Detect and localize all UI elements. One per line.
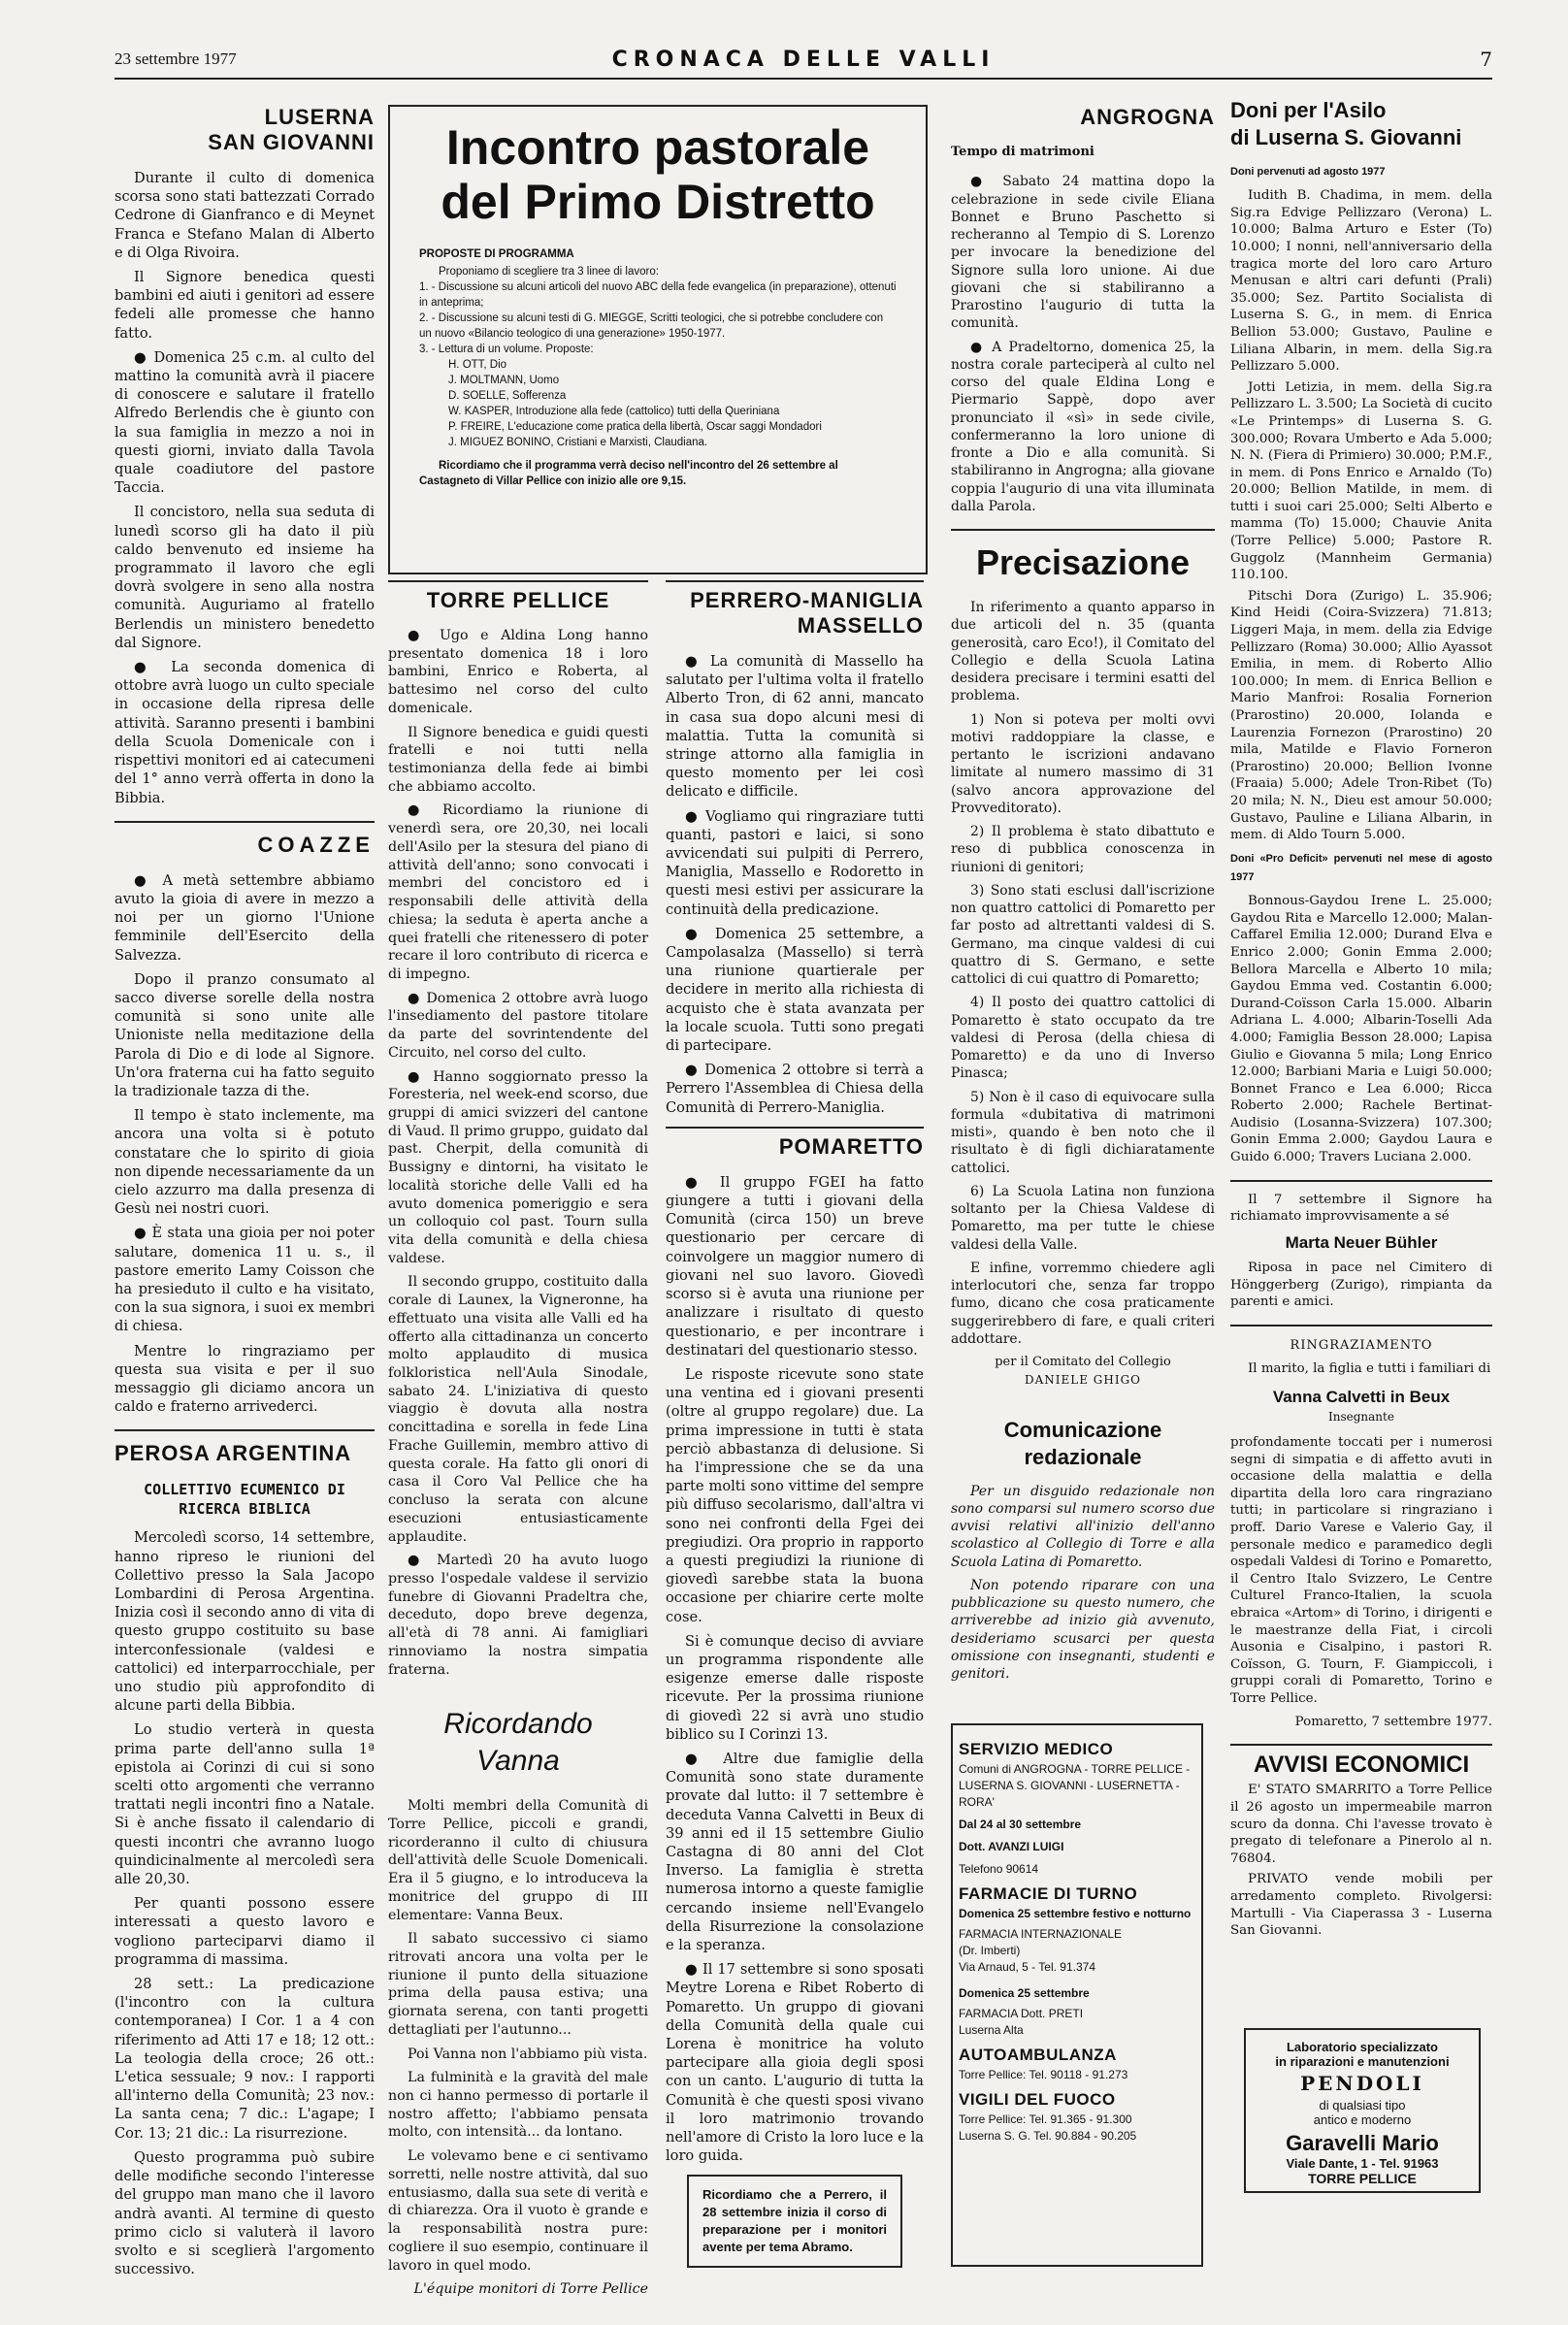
pomaretto-heading: POMARETTO (666, 1127, 924, 1160)
divider (1230, 1744, 1492, 1746)
incontro-subtitle: PROPOSTE DI PROGRAMMA (419, 248, 574, 260)
paragraph: Questo programma può subire delle modifiche secondo l'interesse del gruppo man mano che il lavoro andrà avanti. Al termine di questo primo ciclo si valuterà il lavoro svolto e si sceglierà l'argomento successivo. (114, 2148, 375, 2278)
incontro-item: 3. - Lettura di un volume. Proposte: (419, 344, 594, 355)
farmacie-title: FARMACIE DI TURNO (959, 1884, 1138, 1903)
divider (114, 1429, 375, 1431)
pro-deficit-list: Bonnous-Gaydou Irene L. 25.000; Gaydou Rita e Marcello 12.000; Malan-Caffarel Emilia 12.000; Durand Elva e Enrico 2.000; Gonin Emma 2.000; Bellora Marcella e Alberto 10 mila; Gaydou Emma ved. Costantin 6.000; Durand-Coïsson Carla 15.000. Albarin Adriana L. 4.000; Albarin-Toselli Ada 4.000; Famiglia Besson 28.000; Lapisa Giulio e Giovanna 5 mila; Long Enrico 12.000; Barbiani Maria e Luigi 50.000; Bonnet Franco e Lea 6.000; Ricca Roberto 2.000; Rachele Bertinat-Audisio (Losanna-Svizzera) 107.300; Gonin Emma 2.000; Gaydou Laura e Guido 6.000; Travers Luciana 2.000. (1230, 894, 1492, 1165)
advertisement: Laboratorio specializzato in riparazioni e manutenzioni PENDOLI di qualsiasi tipo antico e moderno Garavelli Mario Viale Dante, 1 - Tel. 91963 TORRE PELLICE (1244, 2028, 1481, 2193)
incontro-item: 1. - Discussione su alcuni articoli del nuovo ABC della fede evangelica (in preparazione), ottenuti in anteprima; (419, 281, 897, 309)
luserna-heading: LUSERNA SAN GIOVANNI (208, 105, 375, 154)
perrero-article (666, 652, 924, 1117)
ricordando-signature: L'équipe monitori di Torre Pellice (413, 2281, 648, 2298)
paragraph: 6) La Scuola Latina non funziona soltanto per la Chiesa Valdese di Pomaretto, ma per tutte le chiese valdesi della Valle. (951, 1183, 1215, 1253)
paragraph: ● Ricordiamo la riunione di venerdì sera, ore 20,30, nei locali dell'Asilo per la stesura del piano di attività dell'anno; sono convocati i membri del concistoro ed i responsabili delle attività della chiesa; la seduta è aperta anche a quei fratelli che ritenessero di poter recare il loro contributo di ricerca e di impegno. (388, 802, 648, 982)
incontro-intro: Proponiamo di scegliere tra 3 linee di lavoro: (439, 266, 659, 278)
paragraph: E infine, vorremmo chiedere agli interlocutori che, senza far troppo fumo, dicano che cosa praticamente suggerirebbero di fare, e quali criteri addottare. (951, 1260, 1215, 1347)
paragraph: ● Altre due famiglie della Comunità sono state duramente provate dal lutto: il 7 settembre è deceduta Vanna Calvetti in Beux di 39 anni ed il 15 settembre Giulio Castagna di 80 anni del Clot Inverso. La famiglia è stretta numerosa intorno a queste famiglie cercando insieme nell'Evangelo della Risurrezione la consolazione e la speranza. (666, 1750, 924, 1953)
paragraph: 5) Non è il caso di equivocare sulla formula «dubitativa di matrimoni misti», quando è ben noto che il risultato è di figli dichiaratamente cattolici. (951, 1089, 1215, 1176)
section-title: CRONACA DELLE VALLI (611, 47, 996, 72)
autoambulanza-title: AUTOAMBULANZA (959, 2046, 1117, 2064)
ricordiamo-box: Ricordiamo che a Perrero, il 28 settembre inizia il corso di preparazione per i monitori avente per tema Abramo. (687, 2175, 902, 2268)
avvisi-heading: AVVISI ECONOMICI (1253, 1752, 1470, 1779)
paragraph: Le risposte ricevute sono state una ventina ed i giovani presenti (oltre al gruppo regolare) due. La prima impressione in tutti è stata perciò abbastanza di delusione. Si ha l'impressione che se da una parte molti sono vittime del sempre più diffuso secolarismo, dall'altra vi sono nei confronti della Fgei dei pregiudizi. Ora proprio in rapporto a questi pregiudizi la riunione di giovedì sarebbe stata la buona occasione per chiarire certe molte cose. (666, 1365, 924, 1625)
angrogna-heading: ANGROGNA (1080, 105, 1215, 129)
paragraph: Il Signore benedica questi bambini ed aiuti i genitori ad essere fedeli alle promesse che hanno fatto. (114, 269, 375, 342)
torre-heading: TORRE PELLICE (388, 580, 648, 613)
vigili-title: VIGILI DEL FUOCO (959, 2090, 1116, 2109)
paragraph: ● Domenica 2 ottobre si terrà a Perrero l'Assemblea di Chiesa della Comunità di Perrero-Maniglia. (666, 1062, 924, 1116)
paragraph: ● La comunità di Massello ha salutato per l'ultima volta il fratello Alberto Tron, di 62 anni, mancato in casa sua dopo alcuni mesi di malattia. Tutta la comunità si stringe attorno alla famiglia in questo momento per lei così delicato e difficile. (666, 653, 924, 801)
paragraph: ● La seconda domenica di ottobre avrà luogo un culto speciale in occasione della ripresa delle attività. Saranno presenti i bambini della Scuola Domenicale con i rispettivi monitori ed ai catecumeni del 1° anno verrà offerta in dono la Bibbia. (114, 659, 375, 806)
paragraph: Non potendo riparare con una pubblicazione su questo numero, che arriverebbe ad inizio già avvenuto, desideriamo scusarci per questa omissione con insegnanti, studenti e genitori. (951, 1577, 1215, 1682)
doni-heading: Doni per l'Asilo di Luserna S. Giovanni (1230, 98, 1462, 149)
paragraph: Il tempo è stato inclemente, ma ancora una volta si è potuto constatare che lo spirito di gioia non dipende necessariamente da un cielo azzurro ma dalla presenza di Gesù nei nostri cuori. (114, 1107, 375, 1218)
paragraph: ● Domenica 25 c.m. al culto del mattino la comunità avrà il piacere di conoscere e salutare il fratello Alfredo Berlendis che è giunto con la sua famiglia in mezzo a noi in questi giorni, inviato dalla Tavola quale coadiutore del pastore Taccia. (114, 348, 375, 497)
paragraph: Lo studio verterà in questa prima parte dell'anno sulla 1ª epistola ai Corinzi di cui si sono scelti otto argomenti che verranno trattati negli incontri fino a Natale. Si è anche fissato il calendario di questi incontri che avranno luogo quindicinalmente al mercoledì sera alle 20,30. (114, 1721, 375, 1888)
paragraph: ● A metà settembre abbiamo avuto la gioia di avere in mezzo a noi per un giorno l'Unione femminile dell'Esercito della Salvezza. (114, 871, 375, 964)
incontro-item: 2. - Discussione su alcuni testi di G. MIEGGE, Scritti teologici, che si potrebbe concludere con un nuovo «Bilancio teologico di una generazione» 1950-1977. (419, 312, 884, 340)
paragraph: 2) Il problema è stato dibattuto e reso di pubblica conoscenza in riunioni di genitori; (951, 824, 1215, 875)
divider (1230, 1325, 1492, 1326)
precisazione-sign: per il Comitato del Collegio (995, 1355, 1171, 1369)
paragraph: Per un disguido redazionale non sono comparsi sul numero scorso due avvisi relativi all'inizio dell'anno scolastico al Collegio di Torre e alla Scuola Latina di Pomaretto. (951, 1483, 1215, 1570)
coazze-article (114, 871, 375, 1417)
paragraph: Mercoledì scorso, 14 settembre, hanno ripreso le riunioni del Collettivo presso la Sala Jacopo Lombardini di Perosa Argentina. Inizia così il secondo anno di vita di questo gruppo costituito su base interconfessionale (valdesi e cattolici) ed interparrocchiale, per uno studio più approfondito di alcune parti della Bibbia. (114, 1529, 375, 1715)
paragraph: ● Hanno soggiornato presso la Foresteria, nel week-end scorso, due gruppi di amici svizzeri del cantone di Vaud. Il primo gruppo, guidato dal past. Cherpit, della comunità di Bussigny e dintorni, ha visitato le località storiche delle Valli ed ha avuto domenica pomeriggio e sera un colloquio col past. Tourn sulla vita della comunità e della chiesa valdese. (388, 1068, 648, 1266)
paragraph: Durante il culto di domenica scorsa sono stati battezzati Corrado Cedrone di Gianfranco e di Meynet Franca e Stefano Malan di Alberto e di Olga Rivoira. (114, 170, 375, 261)
page-number: 7 (1480, 48, 1492, 71)
page-header (114, 41, 1492, 80)
paragraph: Dopo il pranzo consumato al sacco diverse sorelle della nostra comunità si sono unite alle Unioniste nella meditazione della Parola di Dio e di lode al Signore. Un'ora fraterna cui ha fatto seguito la tradizionale tazza di the. (114, 970, 375, 1099)
paragraph: Mentre lo ringraziamo per questa sua visita e per il suo messaggio gli diciamo ancora un caldo e fraterno arrivederci. (114, 1342, 375, 1416)
ricordando-article (388, 1797, 648, 2275)
precisazione-author: DANIELE GHIGO (1024, 1373, 1142, 1388)
paragraph: La fulminità e la gravità del male non ci hanno permesso di portarle il nostro affetto; l'abbiamo pensata molto, con intensità... da lontano. (388, 2070, 648, 2141)
paragraph: 3) Sono stati esclusi dall'iscrizione non quattro cattolici di Pomaretto per far posto ad altrettanti valdesi di S. Germano, ma cinque valdesi di cui quattro di S. Germano, e sette cattolici di cui quattro di Pomaretto; (951, 882, 1215, 987)
perosa-heading: PEROSA ARGENTINA (114, 1441, 352, 1466)
paragraph: 1) Non si poteva per molti ovvi motivi raddoppiare la classe, e pertanto le iscrizioni andavano limitate al numero massimo di 31 (salvo ancora approvazione del Provveditorato). (951, 711, 1215, 816)
paragraph: ● Domenica 25 settembre, a Campolasalza (Massello) si terrà una riunione quartierale per decidere in merito alla richiesta di acquisto che è stata avanzata per la locale scuola. Tutti sono pregati di partecipare. (666, 925, 924, 1055)
ringraziamento-name: Vanna Calvetti in Beux (1272, 1387, 1451, 1406)
paragraph: Il concistoro, nella sua seduta di lunedì scorso gli ha dato il più caldo benvenuto ed insieme ha programmato il lavoro che egli dovrà svolgere in seno alla nostra comunità. Auguriamo al fratello Berlendis un ministero benedetto dal Signore. (114, 504, 375, 651)
issue-date: 23 settembre 1977 (114, 49, 237, 68)
paragraph: ● È stata una gioia per noi poter salutare, domenica 11 u. s., il pastore emerito Lamy Coisson che ha presieduto il culto e ha visitato, con la sua signora, i suoi ex membri di chiesa. (114, 1225, 375, 1335)
perosa-subheading: COLLETTIVO ECUMENICO DI RICERCA BIBLICA (144, 1481, 345, 1519)
doni-list: Iudith B. Chadima, in mem. della Sig.ra Edvige Pellizzaro (Verona) L. 10.000; Balma Arturo e Ester (To) 10.000; I nonni, nell'anniversario della tragica morte del loro caro Arturo Menusan e altri cari defunti (Prali) 35.000; Sez. Partito Socialista di Luserna S. G., in mem. di Enrica Bellion 53.000; Gustavo, Pauline e Liliana Albarin, in mem. della Sig.ra Pellizzaro 5.000. Jotti Letizia, in mem. della Sig.ra Pellizzaro L. 3.500; La Società di cucito «Le Printemps» di Luserna S. G. 300.000; Rovara Umberto e Ada 5.000; N. N. (Fiera di Primiero) 30.000; P.M.F., in mem. di Pons Enrico e Arnaldo (To) 20.000; Bellion Matilde, in mem. di tutti i suoi cari 25.000; Selti Alberto e mamma (To) 15.000; Chauvie Anita (Torre Pellice) 5.000; Pastore R. Guggolz (Mannheim Germania) 110.100. Pitschi Dora (Zurigo) L. 35.906; Kind Heidi (Coira-Svizzera) 71.813; Liggeri Maja, in mem. della zia Edvige Pellizzaro (Roma) 30.000; Allio Ayassot Emilia, in mem. di Roberto Allio 100.000; In mem. di Enrica Bellion e Mario Manfroi: Rosalia Fornerion (Prarostino) 20.000, Iolanda e Laurenzia Fornezon (Prarostino) 20 mila, Matilde e Flavio Forneron (Prarostino) 20.000; Bellion Ivonne (Fraaia) 5.000; Adele Tron-Ribet (To) 20 mila; N. N., Dieu est amour 50.000; Gustavo, Pauline e Liliana Albarin, in mem. di Aldo Tourn 5.000. (1230, 188, 1492, 843)
paragraph: ● Vogliamo qui ringraziare tutti quanti, pastori e laici, si sono avvicendati sui pulpiti di Perrero, Maniglia, Massello e Rodoretto in questi mesi estivi per assicurare la continuità della predicazione. (666, 807, 924, 918)
precisazione-article (951, 599, 1215, 1348)
paragraph: Per quanti possono essere interessati a questo lavoro e vogliono parteciparvi diamo il programma di massima. (114, 1895, 375, 1968)
divider (1230, 1180, 1492, 1182)
incontro-footer: Ricordiamo che il programma verrà deciso nell'incontro del 26 settembre al Castagneto di Villar Pellice con inizio alle ore 9,15. (419, 460, 838, 487)
paragraph: ● Martedì 20 ha avuto luogo presso l'ospedale valdese il servizio funebre di Giovanni Pradeltra che, deceduto, dopo breve degenza, all'età di 78 anni. Ai famigliari rinnoviamo la nostra simpatia fraterna. (388, 1553, 648, 1678)
paragraph: 28 sett.: La predicazione (l'incontro con la cultura contemporanea) I Cor. 1 a 4 con riferimento ad Atti 17 e 18; 12 ott.: La teologia della croce; 26 ott.: L'etica sessuale; 9 nov.: I rapporti all'interno della Comunità; 23 nov.: La santa cena; 7 dic.: L'agape; I Cor. 13; 21 dic.: La risurrezione. (114, 1976, 375, 2142)
column-2 (388, 580, 648, 2299)
necrologio-name: Marta Neuer Bühler (1285, 1232, 1438, 1252)
paragraph: ● Ugo e Aldina Long hanno presentato domenica 18 i loro bambini, Enrico e Roberta, al battesimo nel corso del culto domenicale. (388, 628, 648, 716)
paragraph: 4) Il posto dei quattro cattolici di Pomaretto è stato occupato da tre valdesi di Perosa (della chiesa di Pomaretto) e da uno di Inverso Pinasca; (951, 995, 1215, 1082)
paragraph: Poi Vanna non l'abbiamo più vista. (408, 2046, 648, 2062)
incontro-title: Incontro pastorale del Primo Distretto (441, 120, 875, 229)
paragraph: ● Domenica 2 ottobre avrà luogo l'insediamento del pastore titolare da parte del sovrintendente del Circuito, nel corso del culto. (388, 990, 648, 1061)
paragraph: Si è comunque deciso di avviare un programma rispondente alle esigenze emerse dalle risposte ricevute. Per la prossima riunione di giovedì 22 si avrà uno studio biblico su I Corinzi 13. (666, 1632, 924, 1743)
ricordando-title: Ricordando Vanna (443, 1708, 593, 1778)
incontro-box (388, 105, 928, 574)
perosa-article (114, 1528, 375, 2278)
servizio-box: SERVIZIO MEDICO Comuni di ANGROGNA - TORRE PELLICE - LUSERNA S. GIOVANNI - LUSERNETTA - RORA' Dal 24 al 30 settembre Dott. AVANZI LUIGI Telefono 90614 FARMACIE DI TURNO Domenica 25 settembre festivo e notturno FARMACIA INTERNAZIONALE (Dr. Imberti) Via Arnaud, 5 - Tel. 91.374 Domenica 25 settembre FARMACIA Dott. PRETI Luserna Alta AUTOAMBULANZA Torre Pellice: Tel. 90118 - 91.273 VIGILI DEL FUOCO Torre Pellice: Tel. 91.365 - 91.300 Luserna S. G. Tel. 90.884 - 90.205 (951, 1723, 1203, 2267)
luserna-article (114, 169, 375, 807)
divider (951, 529, 1215, 531)
coazze-heading: COAZZE (257, 832, 375, 857)
paragraph: In riferimento a quanto apparso in due articoli del n. 35 (quanta generosità, caro Eco!), il Comitato del Collegio e della Scuola Latina desidera precisare i termini esatti del problema. (951, 600, 1215, 704)
angrogna-article (951, 173, 1215, 515)
divider (114, 821, 375, 823)
paragraph: Il secondo gruppo, costituito dalla corale di Launex, la Vigneronne, ha effettuato una visita alle Valli ed ha offerto alla cittadinanza un concerto molto applaudito di musica folkloristica nell'Aula Sinodale, sabato 24. L'iniziativa di questo viaggio è dovuta alla nostra concittadina e sorella in fede Lina Frache Guillemin, membro attivo di questa corale. Ha fatto gli onori di casa il Coro Val Pellice che ha concluso la serata con alcune esecuzioni entusiasticamente applaudite. (388, 1274, 648, 1545)
paragraph: Il sabato successivo ci siamo ritrovati ancora una volta per le riunione il punto della situazione prima della pausa estiva; una giornata serena, con tanti progetti dettagliati per l'autunno... (388, 1931, 648, 2038)
angrogna-subheading: Tempo di matrimoni (951, 145, 1094, 159)
comunicazione-heading: Comunicazione redazionale (1003, 1417, 1162, 1469)
comunicazione-article (951, 1483, 1215, 1684)
pomaretto-article (666, 1173, 924, 2166)
precisazione-heading: Precisazione (975, 542, 1191, 582)
column-4 (951, 105, 1215, 1688)
column-5: Doni per l'Asilo di Luserna S. Giovanni Doni pervenuti ad agosto 1977 Iudith B. Chadima, in mem. della Sig.ra Edvige Pellizzaro (Verona) L. 10.000; Balma Arturo e Ester (To) 10.000; I nonni, nell'anniversario della tragica morte del loro caro Arturo Menusan e altri cari defunti (Prali) 35.000; Sez. Partito Socialista di Luserna S. G., in mem. di Enrica Bellion 53.000; Gustavo, Pauline e Liliana Albarin, in mem. della Sig.ra Pellizzaro 5.000. Jotti Letizia, in mem. della Sig.ra Pellizzaro L. 3.500; La Società di cucito «Le Printemps» di Luserna S. G. 300.000; Rovara Umberto e Ada 5.000; N. N. (Fiera di Primiero) 30.000; P.M.F., in mem. di Pons Enrico e Arnaldo (To) 20.000; Bellion Matilde, in mem. di tutti i suoi cari 25.000; Selti Alberto e mamma (To) 15.000; Chauvie Anita (Torre Pellice) 5.000; Pastore R. Guggolz (Mannheim Germania) 110.100. Pitschi Dora (Zurigo) L. 35.906; Kind Heidi (Coira-Svizzera) 71.813; Liggeri Maja, in mem. della zia Edvige Pellizzaro (Roma) 30.000; Allio Ayassot Emilia, in mem. di Roberto Allio 100.000; In mem. di Enrica Bellion e Mario Manfroi: Rosalia Fornerion (Prarostino) 20.000, Iolanda e Laurenzia Fornezon (Prarostino) 20 mila, Matilde e Flavio Forneron (Prarostino) 20.000; Bellion Ivonne (Fraaia) 5.000; Adele Tron-Ribet (To) 20 mila; N. N., Dieu est amour 50.000; Gustavo, Pauline e Liliana Albarin, in mem. di Aldo Tourn 5.000. Doni «Pro Deficit» pervenuti nel mese di agosto 1977 Bonnous-Gaydou Irene L. 25.000; Gaydou Rita e Marcello 12.000; Malan-Caffarel Emilia 12.000; Durand Elva e Enrico 2.000; Gonin Emma 2.000; Bellora Marcella e Alberto 10 mila; Gaydou Emma ved. Costantin 6.000; Durand-Coïsson Carla 15.000. Albarin Adriana L. 4.000; Albarin-Toselli Ada 4.000; Famiglia Besson 28.000; Lapisa Giulio e Giovanna 5 mila; Long Enrico 12.000; Barbiani Maria e Luigi 50.000; Bonnet Franco e Lea 6.000; Ricca Roberto 2.000; Rachele Bertinat-Audisio (Losanna-Svizzera) 107.300; Gonin Emma 2.000; Gaydou Laura e Guido 6.000; Travers Luciana 2.000. Il 7 settembre il Signore ha richiamato improvvisamente a sé Marta Neuer Bühler Riposa in pace nel Cimitero di Hönggerberg (Zurigo), rimpianta da parenti e amici. RINGRAZIAMENTO Il marito, la figlia e tutti i familiari di Vanna Calvetti in Beux Insegnante profondamente toccati per i numerosi segni di simpatia e di affetto avuti in occasione della malattia e della dipartita della loro cara ringraziano tutti; in particolare si ringraziano i proff. Dario Varese e Valerio Gay, il personale medico e paramedico degli ospedali Valdesi di Torino e Pomaretto, il Centro Italo Svizzero, Le Centre Culturel Franco-Italien, la scuola ebraica «Artom» di Torino, i dirigenti e le maestranze della Fiat, i circoli Ausonia e Cisalpino, i pastori R. Coïsson, G. Tourn, F. Giampiccoli, i gruppi corali di Pomaretto, Torino e Torre Pellice. Pomaretto, 7 settembre 1977. AVVISI ECONOMICI E' STATO SMARRITO a Torre Pellice il 26 agosto un impermeabile marron scuro da donna. Chi l'avesse trovato è pregato di telefonare a Pinerolo al n. 76804. PRIVATO vende mobili per arredamento completo. Rivolgersi: Martulli - Via Ciaperassa 3 - Luserna San Giovanni. (1230, 98, 1492, 1939)
paragraph: Molti membri della Comunità di Torre Pellice, piccoli e grandi, ricorderanno il culto di chiusura dell'attività delle Scuole Domenicali. Era il 5 giugno, e lo introduceva la monitrice del gruppo di III elementare: Vanna Beux. (388, 1798, 648, 1923)
ringraziamento-heading: RINGRAZIAMENTO (1290, 1337, 1433, 1353)
paragraph: Il Signore benedica e guidi questi fratelli e noi tutti nella testimonianza della fede ai bimbi che abbiamo accolto. (388, 724, 648, 795)
perrero-heading: PERRERO-MANIGLIA MASSELLO (666, 580, 924, 639)
paragraph: ● Il 17 settembre si sono sposati Meytre Lorena e Ribet Roberto di Pomaretto. Un gruppo di giovani della Comunità della quale cui Lorena è monitrice ha voluto partecipare alla gioia degli sposi con un canto. L'augurio di tutta la Comunità è che questi sposi vivano il loro matrimonio trovando nell'amore di Cristo la loro luce e la loro guida. (666, 1961, 924, 2165)
column-3 (666, 580, 924, 2268)
paragraph: ● A Pradeltorno, domenica 25, la nostra corale parteciperà al culto nel corso del quale Eldina Long e Piermario Sappè, dopo aver pronunciato il «sì» in sede civile, confermeranno la loro unione di fronte a Dio e alla comunità. Si stabiliranno in Angrogna; alla giovane coppia l'augurio di una vita illuminata dalla Parola. (951, 339, 1215, 514)
torre-article (388, 627, 648, 1679)
book-list: H. OTT, Dio J. MOLTMANN, Uomo D. SOELLE, Sofferenza W. KASPER, Introduzione alla fede (cattolico) tutti della Queriniana P. FREIRE, L'educazione come pratica della libertà, Oscar saggi Mondadori J. MIGUEZ BONINO, Cristiani e Marxisti, Claudiana. (448, 359, 822, 448)
paragraph: ● Sabato 24 mattina dopo la celebrazione in sede civile Eliana Bonnet e Bruno Paschetto si recheranno al Tempio di S. Lorenzo per invocare la benedizione del Signore sulla loro unione. Ai due giovani che si stabiliranno a Prarostino l'augurio di tutta la comunità. (951, 174, 1215, 332)
servizio-medico-title: SERVIZIO MEDICO (959, 1740, 1114, 1758)
column-1 (114, 105, 375, 2284)
paragraph: ● Il gruppo FGEI ha fatto giungere a tutti i giovani della Comunità (circa 150) un breve questionario per cercare di coinvolgere un maggior numero di giovani nel suo lavoro. Giovedì scorso si è avuta una riunione per analizzare i risultato di questo questionario, e per incontrare i destinatari del questionario stesso. (666, 1173, 924, 1359)
paragraph: Le volevamo bene e ci sentivamo sorretti, nelle nostre attività, dal suo entusiasmo, dalla sua sete di verità e di chiarezza. Ora il vuoto è grande e la responsabilità nostra pure: cogliere il suo esempio, continuare il lavoro in quel modo. (388, 2148, 648, 2274)
